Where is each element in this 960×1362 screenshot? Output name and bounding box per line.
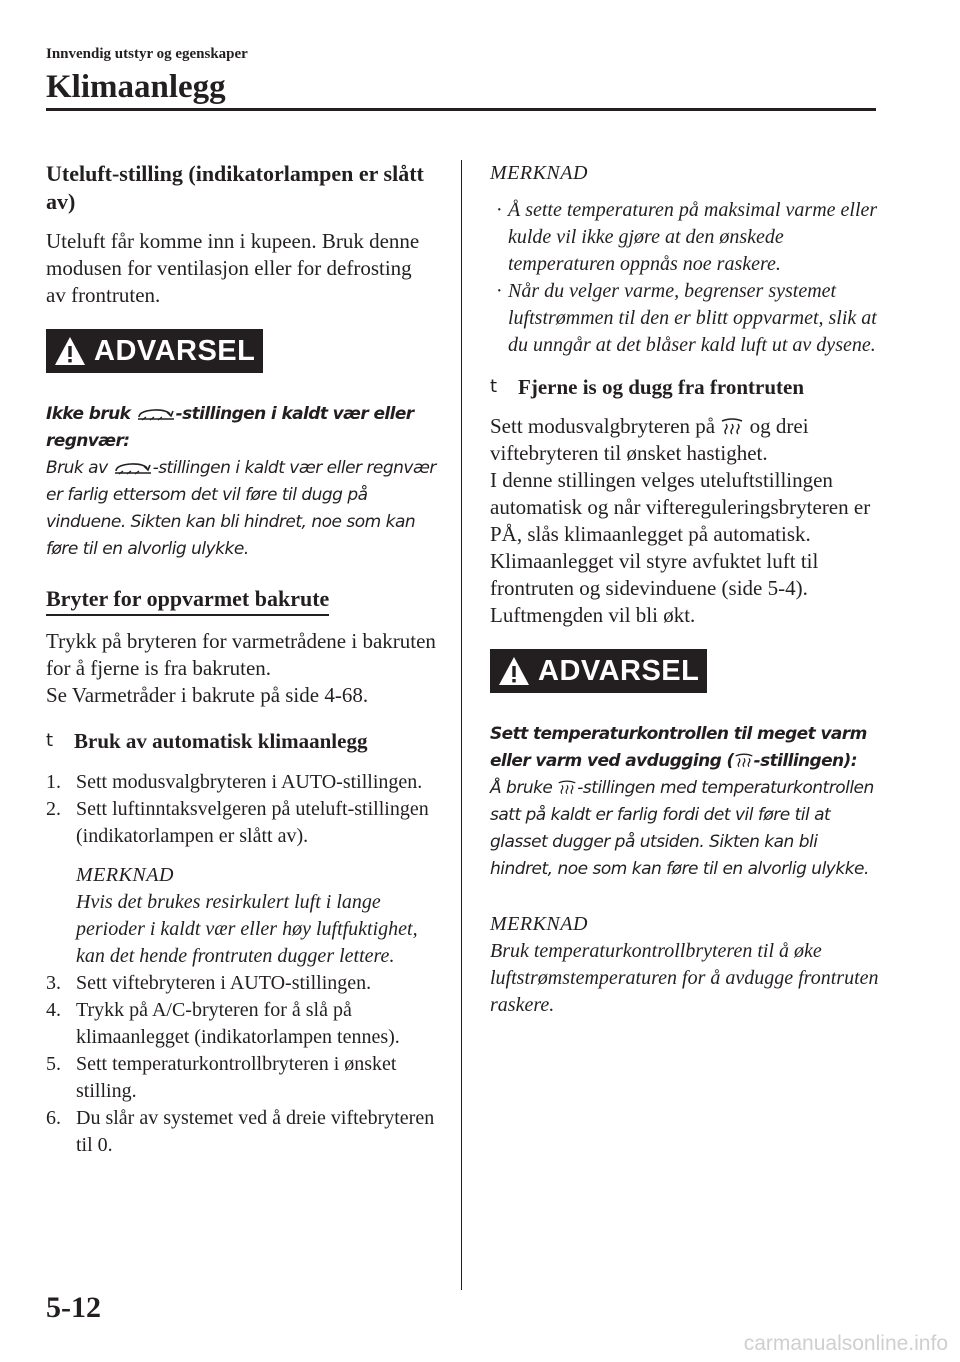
step-text: Sett modusvalgbryteren i AUTO-stillingen. — [76, 771, 423, 793]
watermark: carmanualsonline.info — [743, 1332, 948, 1355]
step-text: Trykk på A/C-bryteren for å slå på klimaanlegget (indikatorlampen tennes). — [76, 999, 400, 1048]
auto-climate-heading-text: Bruk av automatisk klimaanlegg — [74, 729, 368, 753]
note-label: MERKNAD — [490, 913, 588, 935]
step-number: 4. — [46, 999, 61, 1021]
step-text: Sett temperaturkontrollbryteren i ønsket stilling. — [76, 1053, 397, 1102]
step-number: 2. — [46, 798, 61, 820]
defrost-heading-text: Fjerne is og dugg fra frontruten — [518, 375, 804, 399]
column-divider — [461, 160, 462, 1290]
note-block-2 — [490, 911, 880, 1019]
recirculation-icon — [113, 458, 153, 476]
left-column — [46, 160, 436, 1159]
note-bullet-text: Når du velger varme, begrenser systemet luftstrømmen til den er blitt oppvarmet, slik at du unngår at det blåser kald luft ut av dysene. — [508, 280, 877, 356]
right-column — [490, 160, 880, 1019]
steps-list — [46, 769, 436, 1159]
auto-climate-heading — [46, 727, 436, 755]
header-rule — [46, 108, 876, 111]
warning-text-pre: Å bruke — [490, 778, 558, 798]
step-number: 5. — [46, 1053, 61, 1075]
chapter-title: Klimaanlegg — [46, 69, 226, 105]
step-note — [46, 862, 436, 970]
warning-text — [46, 455, 436, 563]
list-item — [46, 1105, 436, 1159]
list-item — [46, 1051, 436, 1105]
note-label: MERKNAD — [76, 864, 174, 886]
warning-badge — [490, 649, 707, 693]
outside-air-heading: Uteluft-stilling (indikatorlampen er slått av) — [46, 161, 424, 214]
step-number: 3. — [46, 972, 61, 994]
warning-block-recirc — [46, 329, 436, 563]
rear-defroster-text: Trykk på bryteren for varmetrådene i bakruten for å fjerne is fra bakruten. — [46, 629, 436, 680]
recirculation-icon — [136, 404, 176, 422]
defrost-text-pre: Sett modusvalgbryteren på — [490, 414, 721, 438]
page-header — [46, 44, 876, 107]
list-item — [490, 278, 880, 359]
warning-label: ADVARSEL — [94, 334, 256, 367]
note-bullet-text: Å sette temperaturen på maksimal varme eller kulde vil ikke gjøre at den ønskede temperaturen oppnås noe raskere. — [508, 199, 878, 275]
warning-text — [490, 775, 880, 883]
step-text: Sett viftebryteren i AUTO-stillingen. — [76, 972, 372, 994]
warning-title — [490, 721, 880, 775]
warning-title-pre: Ikke bruk — [46, 404, 136, 424]
step-text: Sett luftinntaksvelgeren på uteluft-stillingen (indikatorlampen er slått av). — [76, 798, 429, 847]
rear-defroster-ref: Se Varmetråder i bakrute på side 4-68. — [46, 683, 369, 707]
warning-badge — [46, 329, 263, 373]
warning-title-post: -stillingen): — [753, 751, 857, 771]
warning-label: ADVARSEL — [538, 654, 700, 687]
note-bullets — [490, 197, 880, 359]
warning-title — [46, 401, 436, 455]
windshield-defrost-icon — [557, 778, 577, 796]
list-item — [46, 997, 436, 1051]
list-item — [490, 197, 880, 278]
windshield-defrost-icon — [734, 751, 754, 769]
note-label: MERKNAD — [490, 162, 588, 184]
warning-triangle-icon — [498, 656, 530, 686]
step-number: 1. — [46, 771, 61, 793]
windshield-defrost-icon — [720, 416, 744, 436]
defrost-text-2: I denne stillingen velges uteluftstillingen automatisk og når viftereguleringsbryteren er PÅ, slås klimaanlegget på automatisk. Klimaanlegget vil styre avfuktet luft til frontruten og sidevinduene (side 5-4). Luftmengden vil bli økt. — [490, 468, 871, 627]
note-text: Bruk temperaturkontrollbryteren til å øke luftstrømstemperaturen for å avdugge frontruten raskere. — [490, 940, 879, 1016]
section-label: Innvendig utstyr og egenskaper — [46, 46, 248, 62]
step-text: Du slår av systemet ved å dreie viftebryteren til 0. — [76, 1107, 435, 1156]
list-item — [46, 769, 436, 796]
defrost-text — [490, 413, 880, 467]
bullet-dot: · — [496, 280, 502, 302]
outside-air-text: Uteluft får komme inn i kupeen. Bruk denne modusen for ventilasjon eller for defrosting av frontruten. — [46, 229, 420, 307]
list-item — [46, 796, 436, 850]
warning-title-pre: Sett temperaturkontrollen til meget varm eller varm ved avdugging ( — [490, 724, 867, 771]
defrost-text-post: og drei viftebryteren til ønsket hastighet. — [490, 414, 809, 465]
warning-text-post: -stillingen i kaldt vær eller regnvær er farlig ettersom det vil føre til dugg på vinduene. Sikten kan bli hindret, noe som kan føre til en alvorlig ulykke. — [46, 458, 436, 559]
warning-triangle-icon — [54, 336, 86, 366]
section-bullet: t — [46, 730, 54, 751]
step-number: 6. — [46, 1107, 61, 1129]
note-text: Hvis det brukes resirkulert luft i lange perioder i kaldt vær eller høy luftfuktighet, kan det hende frontruten dugger lettere. — [76, 891, 418, 967]
defrost-heading — [490, 373, 880, 401]
warning-block-defrost — [490, 649, 880, 883]
list-item — [46, 970, 436, 997]
page-number: 5-12 — [46, 1291, 101, 1324]
section-bullet: t — [490, 376, 498, 397]
bullet-dot: · — [496, 199, 502, 221]
warning-text-post: -stillingen med temperaturkontrollen satt på kaldt er farlig fordi det vil føre til at glasset dugger på utsiden. Sikten kan bli hindret, noe som kan føre til en alvorlig ulykke. — [490, 778, 874, 879]
warning-title-post: -stillingen i kaldt vær eller regnvær: — [46, 404, 414, 451]
rear-defroster-heading: Bryter for oppvarmet bakrute — [46, 585, 329, 616]
warning-text-pre: Bruk av — [46, 458, 113, 478]
